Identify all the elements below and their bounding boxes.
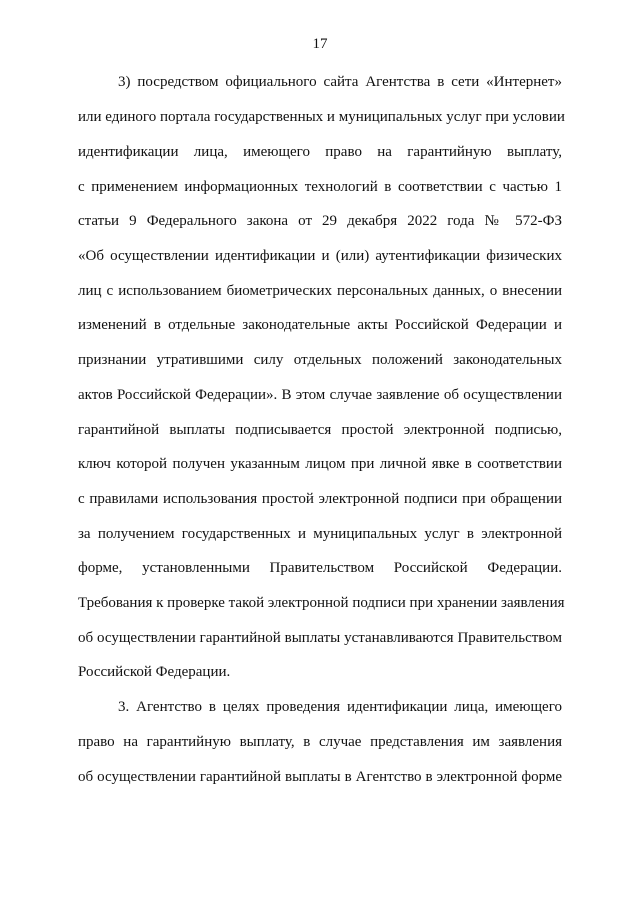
text-line: форме, установленными Правительством Российской Федерации. [78,560,562,576]
text-line: Требования к проверке такой электронной подписи при хранении заявления [78,595,565,611]
page-number: 17 [312,36,328,52]
text-line: или единого портала государственных и муниципальных услуг при условии [78,109,565,125]
text-line: об осуществлении гарантийной выплаты устанавливаются Правительством [78,630,562,646]
text-line: идентификации лица, имеющего право на гарантийную выплату, [78,144,562,160]
text-line: 3. Агентство в целях проведения идентификации лица, имеющего [118,699,562,715]
text-line: Российской Федерации. [78,664,231,680]
text-line: ключ которой получен указанным лицом при личной явке в соответствии [78,456,562,472]
text-line: «Об осуществлении идентификации и (или) аутентификации физических [78,248,562,264]
text-line: с правилами использования простой электронной подписи при обращении [78,491,562,507]
text-line: гарантийной выплаты подписывается простой электронной подписью, [78,422,562,438]
text-line: 3) посредством официального сайта Агентства в сети «Интернет» [118,74,562,90]
text-line: признании утратившими силу отдельных положений законодательных [78,352,562,368]
text-line: статьи 9 Федерального закона от 29 декабря 2022 года № 572-ФЗ [78,213,562,229]
text-line: право на гарантийную выплату, в случае представления им заявления [78,734,562,750]
text-line: об осуществлении гарантийной выплаты в Агентство в электронной форме [78,769,562,785]
text-line: с применением информационных технологий в соответствии с частью 1 [78,179,562,195]
text-line: актов Российской Федерации». В этом случае заявление об осуществлении [78,387,562,403]
text-line: изменений в отдельные законодательные акты Российской Федерации и [78,317,562,333]
text-line: лиц с использованием биометрических персональных данных, о внесении [78,283,562,299]
text-line: за получением государственных и муниципальных услуг в электронной [78,526,562,542]
